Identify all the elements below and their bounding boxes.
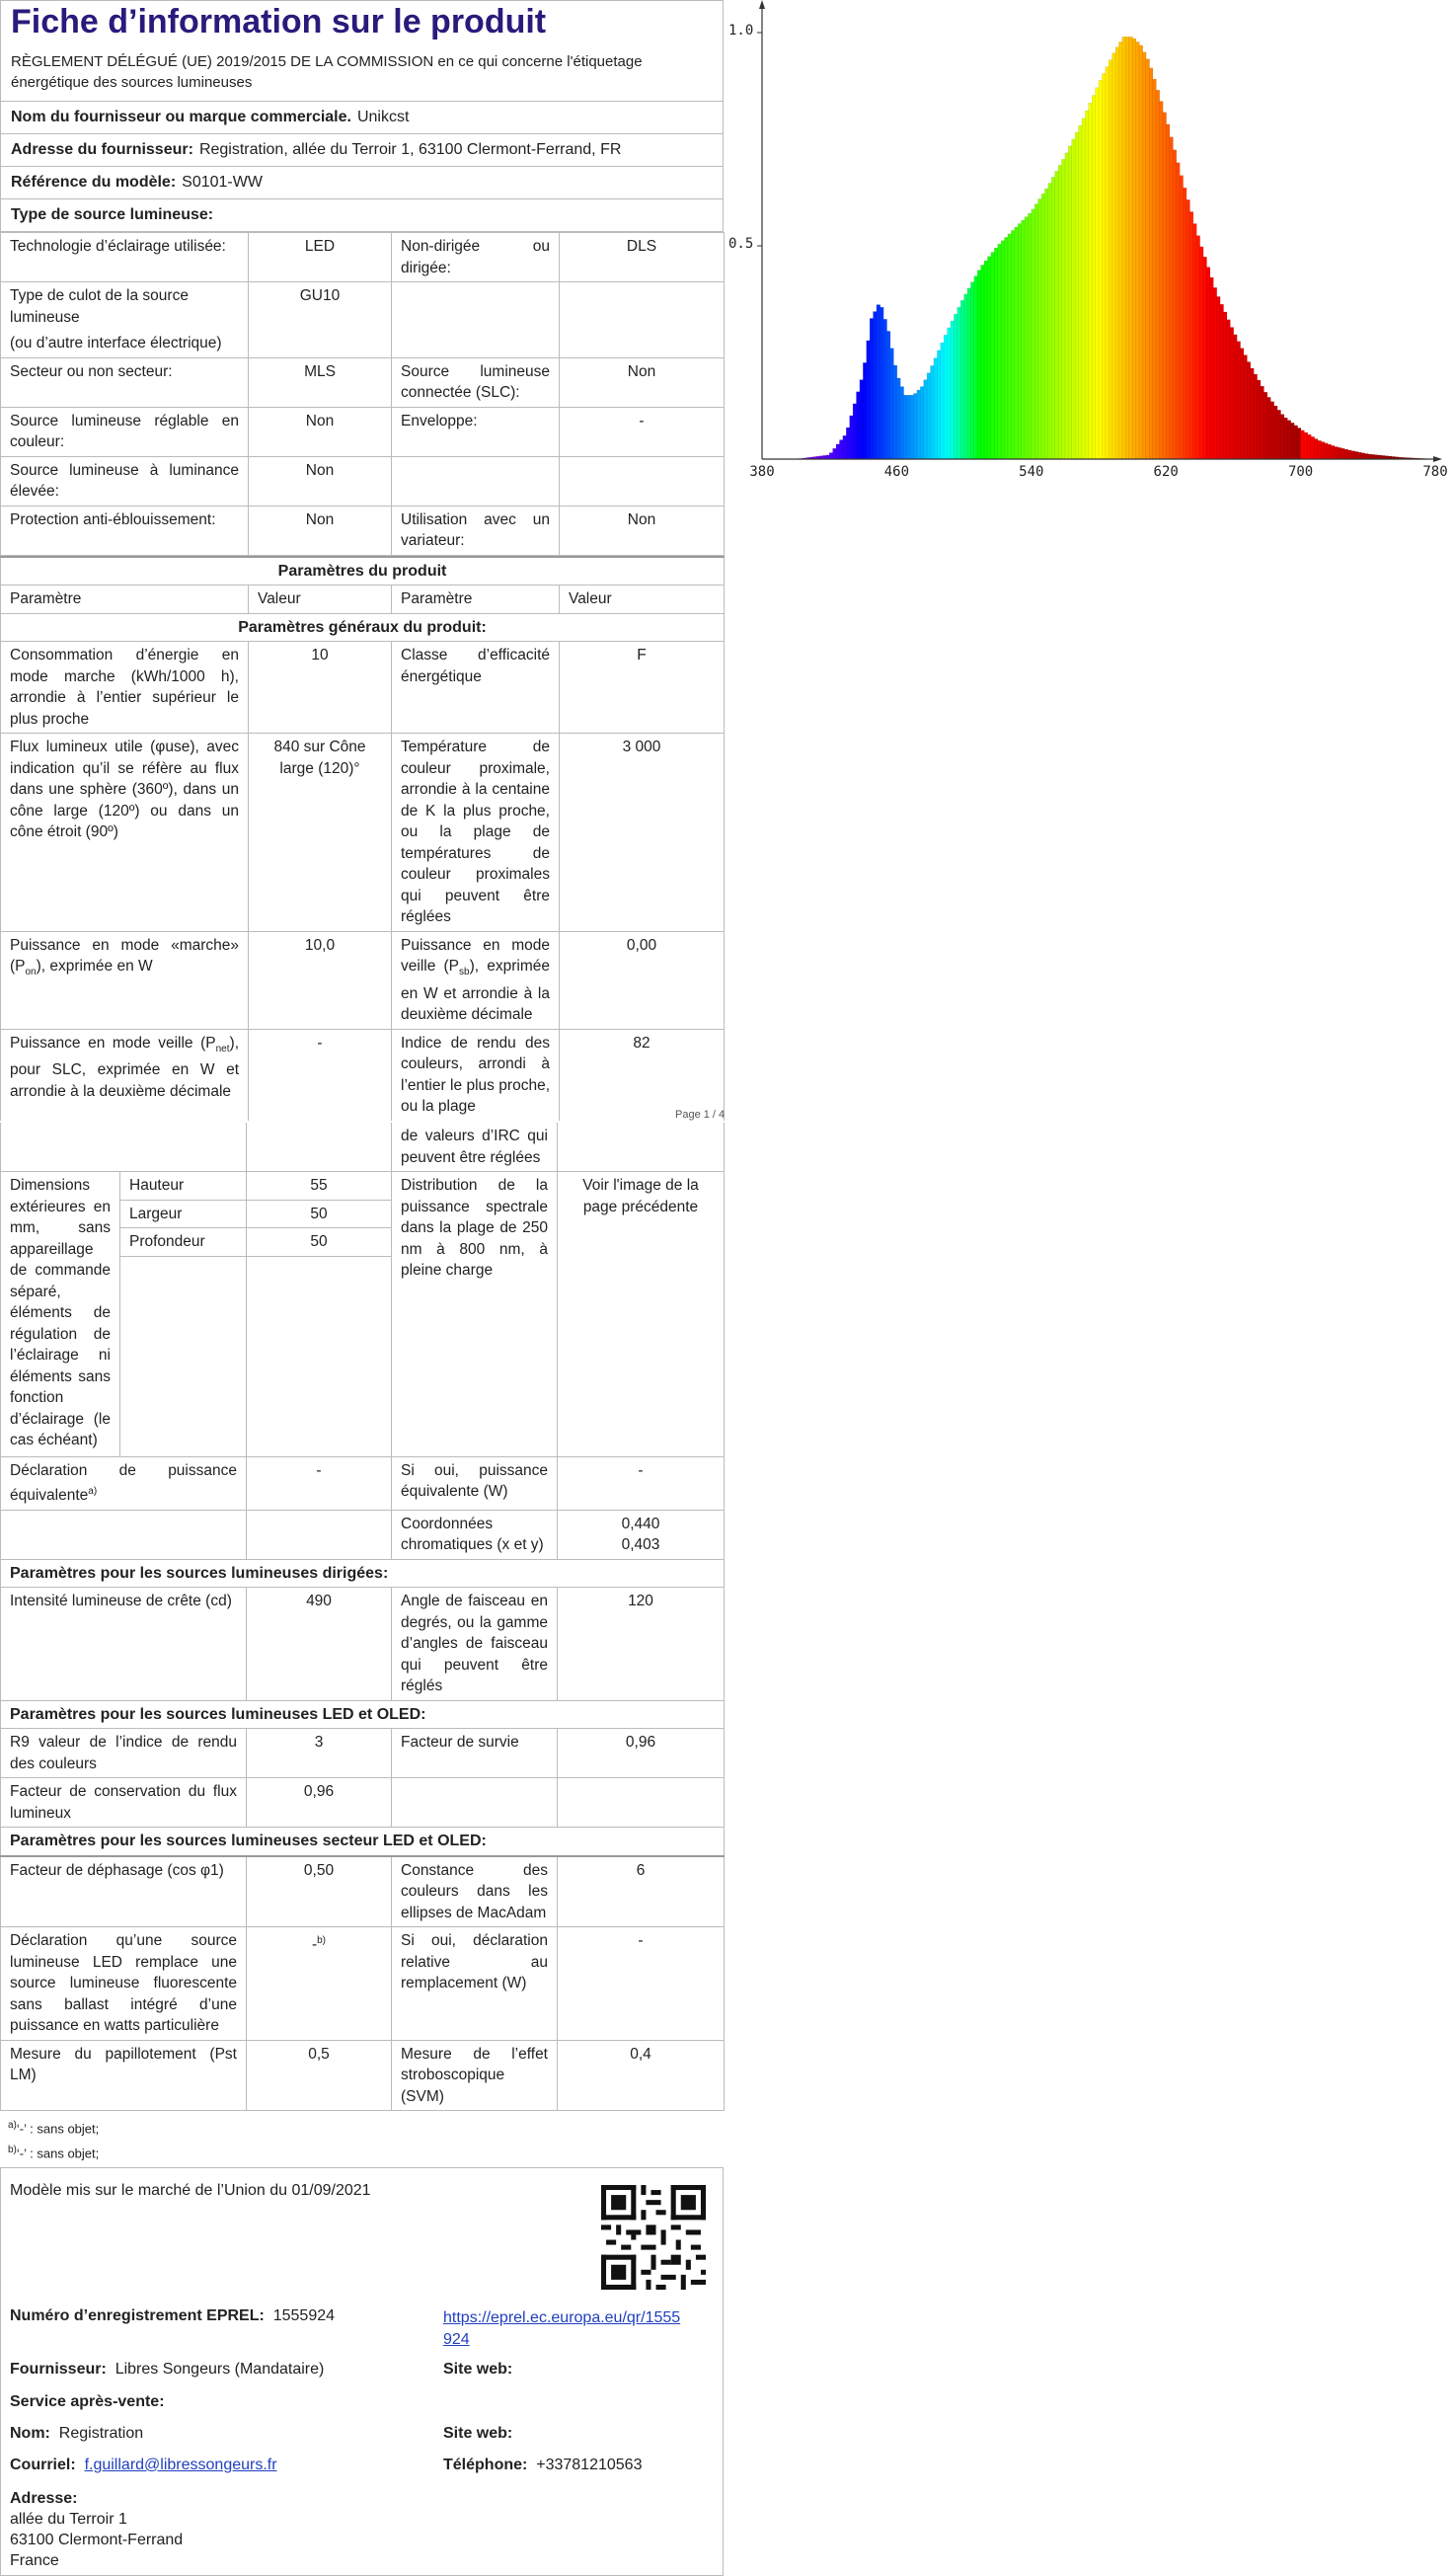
cct-value: 3 000 bbox=[560, 734, 725, 932]
led-heading: Paramètres pour les sources lumineuses LED et OLED: bbox=[1, 1700, 725, 1729]
cap-label: Type de culot de la source lumineuse bbox=[10, 287, 189, 326]
consumption-label: Consommation d’énergie en mode marche (kWh/1000 h), arrondie à l’entier supérieur le plus proche bbox=[1, 642, 249, 734]
flux-maintenance-value: 0,96 bbox=[247, 1778, 392, 1828]
efficiency-class-label: Classe d’efficacité énergétique bbox=[392, 642, 560, 734]
height-label: Hauteur bbox=[120, 1172, 247, 1201]
footnote-b: $^{b)}$‘-’ : sans objet; bbox=[8, 2145, 100, 2161]
beam-angle-label: Angle de faisceau en degrés, ou la gamme d’angles de faisceau qui peuvent être réglés bbox=[392, 1588, 558, 1701]
empty-cell bbox=[120, 1256, 247, 1456]
dimmer-label: Utilisation avec un variateur: bbox=[392, 506, 560, 555]
connected-value: Non bbox=[560, 357, 725, 407]
spectrum-bars bbox=[800, 37, 1426, 459]
high-luminance-label: Source lumineuse à luminance élevée: bbox=[1, 456, 249, 506]
empty-cell bbox=[247, 1123, 392, 1172]
standby-power-label: Puissance en mode veille $(P_{sb})$, exprimée en W et arrondie à la deuxième décimale bbox=[392, 931, 560, 1029]
empty-cell bbox=[1, 1510, 247, 1559]
col-header-param: Paramètre bbox=[1, 585, 249, 614]
chromaticity-label: Coordonnées chromatiques (x et y) bbox=[392, 1510, 558, 1559]
service-name-row: Nom: Registration bbox=[10, 2424, 144, 2442]
empty-cell bbox=[1, 1123, 247, 1172]
macadam-value: 6 bbox=[558, 1856, 725, 1927]
email-row: Courriel: f.guillard@libressongeurs.fr bbox=[10, 2456, 277, 2473]
networked-standby-value: - bbox=[249, 1029, 392, 1121]
model-ref-label: Référence du modèle: bbox=[11, 174, 177, 191]
x-tick-label: 460 bbox=[883, 464, 910, 480]
envelope-label: Enveloppe: bbox=[392, 407, 560, 456]
supplier-name-label: Nom du fournisseur ou marque commerciale. bbox=[11, 109, 351, 125]
x-tick-label: 700 bbox=[1287, 464, 1314, 480]
footnote-a: $^{a)}$‘-’ : sans objet; bbox=[8, 2120, 100, 2137]
cap-value: GU10 bbox=[249, 282, 392, 358]
y-tick-labels bbox=[728, 23, 762, 252]
empty-cell bbox=[560, 282, 725, 358]
anti-glare-value: Non bbox=[249, 506, 392, 555]
supplier-value: Libres Songeurs (Mandataire) bbox=[115, 2360, 325, 2378]
col-header-value: Valeur bbox=[249, 585, 392, 614]
cri-label: Indice de rendu des couleurs, arrondi à l’entier le plus proche, ou la plage bbox=[392, 1029, 560, 1121]
peak-intensity-label: Intensité lumineuse de crête (cd) bbox=[1, 1588, 247, 1701]
light-source-type-heading: Type de source lumineuse: bbox=[0, 199, 724, 232]
mains-value: MLS bbox=[249, 357, 392, 407]
x-tick-label: 540 bbox=[1019, 464, 1044, 480]
empty-cell bbox=[558, 1778, 725, 1828]
datasheet-page-1 bbox=[0, 0, 724, 1121]
light-source-type-table bbox=[0, 232, 725, 556]
empty-cell bbox=[392, 456, 560, 506]
cap-cell bbox=[1, 282, 249, 358]
beam-angle-value: 120 bbox=[558, 1588, 725, 1701]
mains-label: Secteur ou non secteur: bbox=[1, 357, 249, 407]
supplier-address-row bbox=[0, 134, 724, 167]
flux-maintenance-label: Facteur de conservation du flux lumineux bbox=[1, 1778, 247, 1828]
mains-led-heading: Paramètres pour les sources lumineuses secteur LED et OLED: bbox=[1, 1828, 725, 1856]
directed-label: Non-dirigée ou dirigée: bbox=[392, 233, 560, 282]
address-line-3: France bbox=[10, 2551, 59, 2569]
cri-value: 82 bbox=[560, 1029, 725, 1121]
chromaticity-y: 0,403 bbox=[621, 1536, 660, 1554]
product-parameters-table bbox=[0, 556, 725, 1121]
colour-tunable-value: Non bbox=[249, 407, 392, 456]
product-parameters-heading: Paramètres du produit bbox=[1, 557, 725, 585]
address-line-2: 63100 Clermont-Ferrand bbox=[10, 2531, 184, 2548]
datasheet-page-2 bbox=[0, 1123, 724, 2576]
networked-standby-label: Puissance en mode veille $(P_{net})$, pour SLC, exprimée en W et arrondie à la deuxième décimale bbox=[1, 1029, 249, 1121]
website-label: Site web: bbox=[443, 2360, 513, 2378]
after-sales-label: Service après-vente: bbox=[10, 2392, 165, 2410]
survival-factor-label: Facteur de survie bbox=[392, 1729, 558, 1778]
survival-factor-value: 0,96 bbox=[558, 1729, 725, 1778]
connected-label: Source lumineuse connectée (SLC): bbox=[392, 357, 560, 407]
page-number: Page 1 / 4 bbox=[675, 1109, 726, 1121]
macadam-label: Constance des couleurs dans les ellipses de MacAdam bbox=[392, 1856, 558, 1927]
spd-value: Voir l'image de la page précédente bbox=[558, 1172, 725, 1457]
equivalent-power-label: Déclaration de puissance équivalente$^{a)}$ bbox=[1, 1456, 247, 1510]
eprel-link[interactable]: https://eprel.ec.europa.eu/qr/1555924 bbox=[443, 2308, 681, 2348]
y-axis-arrow-icon bbox=[759, 0, 765, 9]
r9-label: R9 valeur de l’indice de rendu des couleurs bbox=[1, 1729, 247, 1778]
useful-flux-value: 840 sur Cône large (120)° bbox=[249, 734, 392, 932]
model-ref-value: S0101-WW bbox=[182, 174, 263, 191]
regulation-intro: RÈGLEMENT DÉLÉGUÉ (UE) 2019/2015 DE LA COMMISSION en ce qui concerne l'étiquetage énergétique des sources lumineuses bbox=[0, 47, 724, 102]
high-luminance-value: Non bbox=[249, 456, 392, 506]
tech-value: LED bbox=[249, 233, 392, 282]
model-ref-row bbox=[0, 167, 724, 199]
x-tick-label: 620 bbox=[1153, 464, 1179, 480]
flicker-label: Mesure du papillotement (Pst LM) bbox=[1, 2040, 247, 2111]
x-axis-arrow-icon bbox=[1433, 456, 1442, 462]
x-tick-label: 780 bbox=[1422, 464, 1448, 480]
stroboscopic-value: 0,4 bbox=[558, 2040, 725, 2111]
standby-power-value: 0,00 bbox=[560, 931, 725, 1029]
cct-label: Température de couleur proximale, arrondie à la centaine de K la plus proche, ou la plage de températures de couleur proximales qui peuvent être réglées bbox=[392, 734, 560, 932]
chromaticity-value bbox=[558, 1510, 725, 1559]
empty-cell bbox=[392, 282, 560, 358]
dimensions-label: Dimensions extérieures en mm, sans appareillage de commande séparé, éléments de régulation de l’éclairage ni éléments sans fonction d’éclairage (le cas échéant) bbox=[1, 1172, 120, 1457]
power-factor-label: Facteur de déphasage (cos φ1) bbox=[1, 1856, 247, 1927]
empty-cell bbox=[247, 1510, 392, 1559]
equivalent-power-value: - bbox=[247, 1456, 392, 1510]
tech-label: Technologie d’éclairage utilisée: bbox=[1, 233, 249, 282]
spectral-distribution-chart bbox=[727, 0, 1454, 494]
on-mode-power-label: Puissance en mode «marche» $(P_{on})$, exprimée en W bbox=[1, 931, 249, 1029]
replacement-claim-value: -$^{b)}$ bbox=[247, 1927, 392, 2041]
address-label: Adresse: bbox=[10, 2489, 78, 2507]
y-tick-label: 1.0 bbox=[728, 23, 754, 39]
chromaticity-x: 0,440 bbox=[621, 1515, 660, 1532]
footnotes bbox=[0, 2115, 724, 2165]
power-factor-value: 0,50 bbox=[247, 1856, 392, 1927]
phone-value: +33781210563 bbox=[536, 2456, 643, 2473]
dimmer-value: Non bbox=[560, 506, 725, 555]
cri-label-continued: de valeurs d’IRC qui peuvent être réglées bbox=[392, 1123, 558, 1172]
x-tick-labels bbox=[749, 464, 1447, 480]
supplier-address-value: Registration, allée du Terroir 1, 63100 Clermont-Ferrand, FR bbox=[198, 141, 622, 158]
colour-tunable-label: Source lumineuse réglable en couleur: bbox=[1, 407, 249, 456]
placed-on-market: Modèle mis sur le marché de l’Union du 01/09/2021 bbox=[10, 2181, 371, 2199]
website-label-2: Site web: bbox=[443, 2424, 513, 2442]
directed-value: DLS bbox=[560, 233, 725, 282]
anti-glare-label: Protection anti-éblouissement: bbox=[1, 506, 249, 555]
depth-label: Profondeur bbox=[120, 1228, 247, 1257]
depth-value: 50 bbox=[247, 1228, 392, 1257]
peak-intensity-value: 490 bbox=[247, 1588, 392, 1701]
market-info-box bbox=[0, 2167, 724, 2576]
page-title: Fiche d’information sur le produit bbox=[0, 0, 724, 47]
empty-cell bbox=[392, 1778, 558, 1828]
service-address bbox=[10, 2488, 183, 2571]
directed-heading: Paramètres pour les sources lumineuses dirigées: bbox=[1, 1559, 725, 1588]
eprel-number: 1555924 bbox=[272, 2306, 336, 2324]
supplier-name-value: Unikcst bbox=[356, 109, 410, 125]
supplier-row: Fournisseur: Libres Songeurs (Mandataire) bbox=[10, 2360, 325, 2378]
consumption-value: 10 bbox=[249, 642, 392, 734]
height-value: 55 bbox=[247, 1172, 392, 1201]
supplier-name-row bbox=[0, 102, 724, 134]
width-value: 50 bbox=[247, 1200, 392, 1228]
supplier-address-label: Adresse du fournisseur: bbox=[11, 141, 193, 158]
empty-cell bbox=[558, 1123, 725, 1172]
cap-label-2: (ou d’autre interface électrique) bbox=[10, 335, 222, 351]
eprel-row: Numéro d’enregistrement EPREL: 1555924 bbox=[10, 2306, 336, 2324]
general-parameters-heading: Paramètres généraux du produit: bbox=[1, 613, 725, 642]
useful-flux-label: Flux lumineux utile (φuse), avec indication qu’il se réfère au flux dans une sphère (360º), dans un cône large (120º) ou dans un cône étroit (90º) bbox=[1, 734, 249, 932]
r9-value: 3 bbox=[247, 1729, 392, 1778]
col-header-value: Valeur bbox=[560, 585, 725, 614]
flicker-value: 0,5 bbox=[247, 2040, 392, 2111]
replacement-watt-value: - bbox=[558, 1927, 725, 2041]
width-label: Largeur bbox=[120, 1200, 247, 1228]
equivalent-watt-value: - bbox=[558, 1456, 725, 1510]
stroboscopic-label: Mesure de l’effet stroboscopique (SVM) bbox=[392, 2040, 558, 2111]
address-line-1: allée du Terroir 1 bbox=[10, 2510, 127, 2528]
spd-label: Distribution de la puissance spectrale dans la plage de 250 nm à 800 nm, à pleine charge bbox=[392, 1172, 558, 1457]
on-mode-power-value: 10,0 bbox=[249, 931, 392, 1029]
efficiency-class-value: F bbox=[560, 642, 725, 734]
email-link[interactable]: f.guillard@libressongeurs.fr bbox=[84, 2456, 277, 2473]
empty-cell bbox=[560, 456, 725, 506]
col-header-param: Paramètre bbox=[392, 585, 560, 614]
empty-cell bbox=[247, 1256, 392, 1456]
product-parameters-continued bbox=[0, 1123, 725, 2111]
equivalent-watt-label: Si oui, puissance équivalente (W) bbox=[392, 1456, 558, 1510]
y-tick-label: 0.5 bbox=[728, 236, 754, 252]
qr-code-icon[interactable] bbox=[601, 2185, 706, 2290]
replacement-watt-label: Si oui, déclaration relative au remplacement (W) bbox=[392, 1927, 558, 2041]
phone-row: Téléphone: +33781210563 bbox=[443, 2456, 643, 2473]
service-name-value: Registration bbox=[58, 2424, 144, 2442]
x-tick-label: 380 bbox=[749, 464, 775, 480]
envelope-value: - bbox=[560, 407, 725, 456]
replacement-claim-label: Déclaration qu’une source lumineuse LED remplace une source lumineuse fluorescente sans ballast intégré d’une puissance en watts particulière bbox=[1, 1927, 247, 2041]
